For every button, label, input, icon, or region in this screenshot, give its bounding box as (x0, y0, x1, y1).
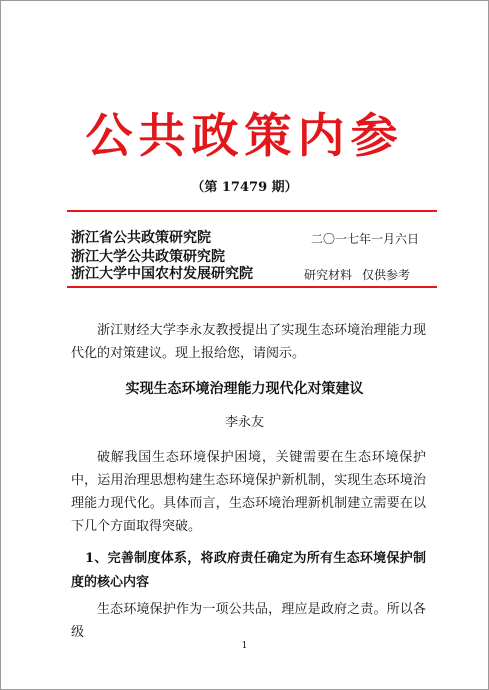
ref-label: 研究材料 (304, 268, 353, 282)
article-author: 李永友 (224, 415, 264, 430)
issue-number: （第 17479 期） (191, 180, 298, 195)
body-paragraph-2: 生态环境保护作为一项公共品，理应是政府之责。所以各级 (71, 602, 426, 640)
header-bottom-rule (67, 286, 437, 288)
institution-2: 浙江大学公共政策研究院 (71, 249, 225, 265)
institution-1: 浙江省公共政策研究院 (71, 230, 211, 246)
page-number: 1 (241, 641, 248, 651)
masthead-title: 公共政策内参 (85, 109, 404, 164)
issue-date: 二〇一七年一月六日 (311, 232, 420, 246)
header-top-rule (67, 210, 437, 212)
ref-note: 仅供参考 (362, 268, 411, 282)
section-heading-1: 1、完善制度体系，将政府责任确定为所有生态环境保护制度的核心内容 (71, 551, 426, 590)
body-paragraph-1: 破解我国生态环境保护困境，关键需要在生态环境保护中，运用治理思想构建生态环境保护新机制，实现生态环境治理能力现代化。具体而言，生态环境治理新机制建立需要在以下几个方面取得突破。 (71, 450, 426, 534)
intro-paragraph: 浙江财经大学李永友教授提出了实现生态环境治理能力现代化的对策建议。现上报给您，请阅示。 (71, 323, 426, 361)
institution-3: 浙江大学中国农村发展研究院 (71, 266, 253, 282)
reference-note (304, 267, 410, 283)
article-title: 实现生态环境治理能力现代化对策建议 (125, 381, 364, 397)
